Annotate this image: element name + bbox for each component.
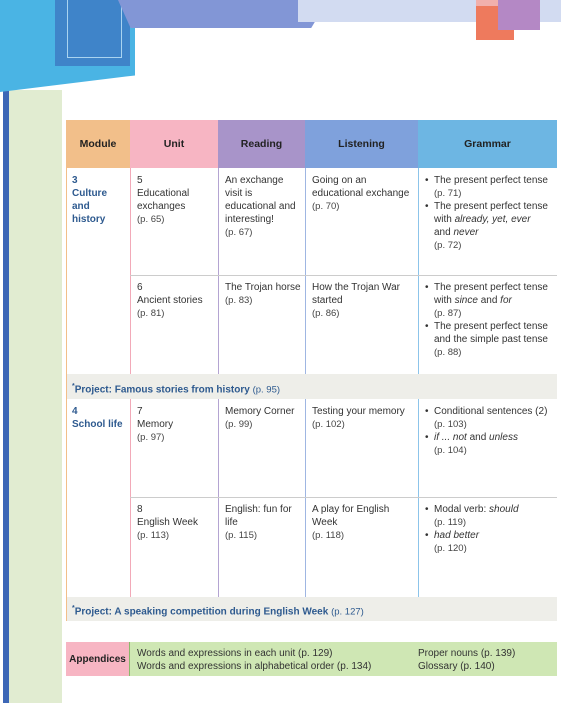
reading-title: interesting!	[225, 214, 274, 225]
unit-number: 5	[137, 175, 143, 186]
grammar-text-part: and	[466, 432, 490, 443]
banner-violet-band	[118, 0, 328, 28]
reading-title: An exchange	[225, 175, 284, 186]
listening-page: (p. 86)	[312, 308, 340, 319]
grammar-item	[425, 405, 557, 431]
listening-title: Week	[312, 517, 338, 528]
listening-cell	[312, 281, 418, 320]
unit-page: (p. 81)	[137, 308, 165, 319]
grammar-cell	[425, 503, 557, 555]
reading-title: visit is	[225, 188, 253, 199]
grammar-text	[434, 431, 557, 444]
unit-number: 6	[137, 282, 143, 293]
reading-page: (p. 99)	[225, 419, 253, 430]
reading-page: (p. 67)	[225, 227, 253, 238]
grammar-text-part: Modal verb:	[434, 504, 490, 515]
unit-cell	[137, 503, 217, 542]
unit-title: Educational	[137, 188, 190, 199]
grammar-item	[425, 174, 557, 200]
grammar-page: (p. 120)	[434, 543, 467, 554]
banner-purple-square	[498, 0, 540, 30]
project-title: Project: A speaking competition during English Week	[74, 606, 329, 618]
grammar-text-part: and	[477, 295, 501, 306]
reading-cell	[225, 174, 305, 239]
grammar-keyword: for	[500, 295, 512, 306]
module-cell	[72, 405, 130, 431]
appendix-item: Words and expressions in each unit (p. 129)	[137, 648, 333, 659]
grammar-text: • The present perfect tense	[434, 282, 548, 293]
reading-title: The Trojan horse	[225, 282, 301, 293]
grammar-item	[425, 281, 557, 320]
reading-title: educational and	[225, 201, 296, 212]
unit-page: (p. 97)	[137, 432, 165, 443]
project-marker: *	[72, 605, 75, 612]
listening-title: educational exchange	[312, 188, 410, 199]
grammar-cell	[425, 174, 557, 252]
grammar-text	[434, 226, 557, 239]
listening-title: Going on an	[312, 175, 367, 186]
module-title: School life	[72, 419, 123, 430]
grammar-keyword: if ... not	[434, 432, 467, 443]
grammar-item	[425, 320, 557, 359]
grid-line	[218, 399, 219, 597]
grammar-text	[434, 503, 557, 516]
listening-cell	[312, 503, 418, 542]
listening-page: (p. 118)	[312, 530, 345, 541]
grammar-page: (p. 104)	[434, 445, 467, 456]
banner-outline-frame	[67, 0, 122, 58]
header-unit: Unit	[130, 120, 218, 168]
grammar-page: (p. 72)	[434, 240, 462, 251]
unit-number: 8	[137, 504, 143, 515]
listening-title: started	[312, 295, 343, 306]
appendix-item: Glossary (p. 140)	[418, 661, 495, 672]
grid-line	[418, 399, 419, 597]
unit-page: (p. 65)	[137, 214, 165, 225]
module-title: history	[72, 214, 106, 225]
grid-line	[130, 168, 131, 374]
header-reading: Reading	[218, 120, 305, 168]
grammar-text	[434, 529, 557, 542]
grid-line	[418, 168, 419, 374]
listening-title: Testing your memory	[312, 406, 405, 417]
grammar-page: (p. 87)	[434, 308, 462, 319]
listening-title: A play for English	[312, 504, 390, 515]
reading-title: English: fun for	[225, 504, 292, 515]
project-title: Project: Famous stories from history	[74, 384, 250, 396]
appendix-item: Proper nouns (p. 139)	[418, 648, 516, 659]
appendix-item: Words and expressions in alphabetical order (p. 134)	[137, 661, 372, 672]
grammar-cell	[425, 405, 557, 457]
appendices-label: Appendices	[66, 642, 130, 676]
grammar-item	[425, 200, 557, 252]
grammar-page: (p. 103)	[434, 419, 467, 430]
project-page: (p. 95)	[252, 384, 281, 396]
grid-line	[218, 168, 219, 374]
reading-page: (p. 83)	[225, 295, 253, 306]
header-grammar: Grammar	[418, 120, 557, 168]
header-module: Module	[66, 120, 130, 168]
grammar-text-part: with	[434, 295, 455, 306]
project-page: (p. 127)	[331, 606, 364, 618]
grammar-text: • The present perfect tense	[434, 175, 548, 186]
unit-title: Ancient stories	[137, 295, 203, 306]
grid-line	[305, 399, 306, 597]
grid-line	[66, 120, 67, 621]
grammar-keyword: should	[489, 504, 519, 515]
project-marker: *	[72, 383, 75, 390]
grid-line	[130, 497, 557, 498]
grammar-keyword: unless	[489, 432, 518, 443]
grammar-page: (p. 119)	[434, 517, 467, 528]
grammar-cell	[425, 281, 557, 359]
unit-cell	[137, 281, 217, 320]
reading-cell	[225, 405, 305, 431]
grammar-text	[434, 213, 557, 226]
module-number: 4	[72, 406, 78, 417]
listening-title: How the Trojan War	[312, 282, 400, 293]
grammar-item	[425, 431, 557, 457]
grammar-item	[425, 529, 557, 555]
grammar-text: and the simple past tense	[434, 334, 548, 345]
listening-page: (p. 70)	[312, 201, 340, 212]
unit-title: Memory	[137, 419, 174, 430]
module-cell	[72, 174, 128, 226]
grammar-page: (p. 71)	[434, 188, 462, 199]
grammar-keyword: had better	[434, 530, 480, 541]
grid-line	[130, 275, 557, 276]
reading-cell	[225, 281, 305, 307]
project-row	[72, 602, 552, 618]
reading-page: (p. 115)	[225, 530, 258, 541]
grammar-item	[425, 503, 557, 529]
unit-page: (p. 113)	[137, 530, 170, 541]
unit-number: 7	[137, 406, 143, 417]
module-number: 3	[72, 175, 78, 186]
grid-line	[305, 168, 306, 374]
unit-cell	[137, 405, 217, 444]
left-margin-strip	[9, 90, 62, 703]
grid-line	[130, 399, 131, 597]
grammar-text-part: with	[434, 214, 455, 225]
grammar-text-part: and	[434, 227, 454, 238]
listening-page: (p. 102)	[312, 419, 345, 430]
module-title: and	[72, 201, 90, 212]
unit-cell	[137, 174, 217, 226]
project-row	[72, 380, 552, 396]
module-title: Culture	[72, 188, 107, 199]
listening-cell	[312, 405, 418, 431]
unit-title: exchanges	[137, 201, 186, 212]
grammar-text: • The present perfect tense	[434, 201, 548, 212]
listening-cell	[312, 174, 418, 213]
reading-title: Memory Corner	[225, 406, 295, 417]
grammar-text: • Conditional sentences (2)	[434, 406, 548, 417]
grammar-text	[434, 294, 557, 307]
grammar-page: (p. 88)	[434, 347, 462, 358]
reading-cell	[225, 503, 305, 542]
header-listening: Listening	[305, 120, 418, 168]
grammar-keyword: never	[453, 227, 479, 238]
grammar-keyword: already, yet, ever	[454, 214, 531, 225]
unit-title: English Week	[137, 517, 198, 528]
grammar-text: • The present perfect tense	[434, 321, 548, 332]
reading-title: life	[225, 517, 238, 528]
grammar-keyword: since	[454, 295, 478, 306]
